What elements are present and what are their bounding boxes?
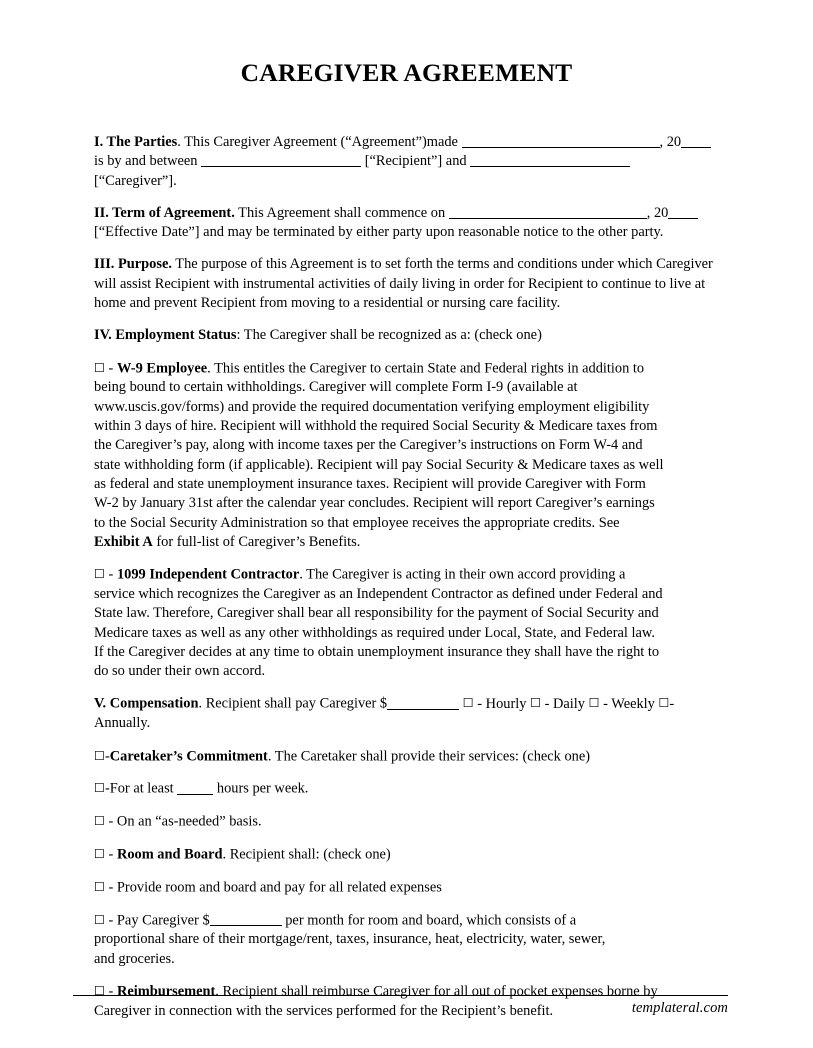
room-board-text: . Recipient shall: (check one) bbox=[222, 846, 391, 863]
option-1099-label: 1099 Independent Contractor bbox=[116, 566, 300, 583]
checkbox-as-needed[interactable]: ☐ bbox=[94, 814, 105, 829]
checkbox-hours-per-week[interactable]: ☐ bbox=[94, 781, 105, 796]
label-annually: Annually. bbox=[94, 715, 151, 732]
parties-caregiver-blank[interactable] bbox=[470, 154, 630, 167]
pay-monthly-text-a: - Pay Caregiver $ bbox=[104, 912, 210, 928]
section-parties-heading: I. The Parties bbox=[94, 134, 178, 150]
provide-room-text: - Provide room and board and pay for all related expenses bbox=[104, 879, 442, 896]
option-w9-text: . This entitles the Caregiver to certain State and Federal rights in addition to being bound to certain withholdings. Caregiver will complete Form I-9 (available at www.uscis.gov/forms) and provide the required documentation verifying employment eligibility within 3 days of hire. Recipient will withhold the required Social Security & Medicare taxes from the Caregiver’s pay, along with income taxes per the Caregiver’s instructions on Form W-4 and state withholding form (if applicable). Recipient will pay Social Security & Medicare taxes as well as federal and state unemployment insurance taxes. Recipient will provide Caregiver with Form W-2 by January 31st after the calendar year concludes. Recipient will report Caregiver’s earnings to the Social Security Administration so that employee receives the appropriate credits. See bbox=[94, 360, 664, 531]
option-w9-text-tail: for full-list of Caregiver’s Benefits. bbox=[152, 533, 361, 550]
option-room-and-board bbox=[94, 845, 664, 865]
compensation-amount-blank[interactable] bbox=[387, 697, 459, 710]
footer-divider bbox=[73, 995, 728, 996]
pay-monthly-text-b: per month for room and board, which consists of a proportional share of their mortgage/rent, taxes, insurance, heat, electricity, water, sewer, and groceries. bbox=[94, 912, 606, 967]
parties-recipient-blank[interactable] bbox=[201, 154, 361, 167]
option-w9-employee bbox=[94, 359, 664, 552]
option-caretakers-commitment bbox=[94, 747, 664, 767]
reimbursement-label: Reimbursement bbox=[116, 983, 216, 1000]
option-w9-exhibit-a: Exhibit A bbox=[94, 533, 153, 550]
reimbursement-dash: - bbox=[104, 983, 117, 1000]
checkbox-annually[interactable]: ☐ bbox=[658, 696, 670, 711]
section-employment-status-heading: IV. Employment Status bbox=[94, 327, 237, 344]
parties-year-blank[interactable] bbox=[681, 135, 711, 148]
term-date-blank[interactable] bbox=[449, 206, 647, 219]
hours-text-b: hours per week. bbox=[213, 780, 309, 797]
checkbox-pay-caregiver-monthly[interactable]: ☐ bbox=[94, 912, 105, 927]
commitment-dash: - bbox=[104, 748, 110, 765]
section-parties-text-c: is by and between bbox=[94, 153, 202, 170]
commitment-label: Caretaker’s Commitment bbox=[109, 748, 268, 765]
section-term-heading: II. Term of Agreement. bbox=[94, 204, 235, 221]
section-term-text-b: , 20 bbox=[646, 204, 669, 221]
commitment-text: . The Caretaker shall provide their services: (check one) bbox=[267, 748, 591, 765]
footer-site-label: templateral.com bbox=[631, 1000, 728, 1016]
section-term-text-a: This Agreement shall commence on bbox=[234, 204, 449, 221]
section-parties-text-a: . This Caregiver Agreement (“Agreement”)made bbox=[177, 134, 462, 150]
checkbox-weekly[interactable]: ☐ bbox=[588, 696, 600, 711]
checkbox-1099-contractor[interactable]: ☐ bbox=[94, 567, 105, 582]
label-annually-dash: - bbox=[669, 695, 675, 712]
hours-per-week-blank[interactable] bbox=[177, 782, 213, 795]
parties-date-blank[interactable] bbox=[462, 135, 660, 148]
option-as-needed bbox=[94, 812, 614, 832]
option-1099-contractor bbox=[94, 565, 664, 681]
section-term-text-c: [“Effective Date”] and may be terminated by either party upon reasonable notice to the other party. bbox=[94, 224, 664, 241]
monthly-amount-blank[interactable] bbox=[210, 913, 282, 926]
term-year-blank[interactable] bbox=[668, 206, 698, 219]
room-board-label: Room and Board bbox=[116, 846, 223, 863]
option-provide-room-and-board bbox=[94, 878, 614, 898]
checkbox-caretakers-commitment[interactable]: ☐ bbox=[94, 748, 105, 763]
option-w9-label: W-9 Employee bbox=[116, 360, 208, 377]
section-compensation-text-a: . Recipient shall pay Caregiver $ bbox=[198, 695, 388, 712]
option-w9-dash: - bbox=[104, 360, 117, 377]
section-parties-text-b: , 20 bbox=[659, 134, 682, 150]
label-weekly: - Weekly bbox=[603, 695, 655, 712]
section-compensation bbox=[94, 694, 716, 733]
option-1099-text: . The Caregiver is acting in their own accord providing a service which recognizes the Caregiver as an Independent Contractor as defined under Federal and State law. Therefore, Caregiver shall bear all responsibility for the payment of Social Security and Medicare taxes as well as any other withholdings as required under Local, State, and Federal law. If the Caregiver decides at any time to obtain unemployment insurance they shall have the right to do so under their own accord. bbox=[94, 566, 663, 680]
checkbox-room-and-board[interactable]: ☐ bbox=[94, 846, 105, 861]
section-purpose-heading: III. Purpose. bbox=[94, 256, 172, 273]
section-purpose-text: The purpose of this Agreement is to set forth the terms and conditions under which Caregiver will assist Recipient with instrumental activities of daily living in order for Recipient to continue to live at home and prevent Recipient from moving to a residential or nursing care facility. bbox=[94, 256, 713, 312]
as-needed-text: - On an “as-needed” basis. bbox=[104, 813, 262, 830]
section-employment-status-text: : The Caregiver shall be recognized as a: (check one) bbox=[236, 327, 542, 344]
room-board-dash: - bbox=[104, 846, 117, 863]
checkbox-hourly[interactable]: ☐ bbox=[462, 696, 474, 711]
checkbox-daily[interactable]: ☐ bbox=[530, 696, 541, 711]
option-hours-per-week bbox=[94, 779, 614, 799]
label-hourly: - Hourly bbox=[477, 695, 527, 712]
page-title: CAREGIVER AGREEMENT bbox=[240, 58, 573, 87]
section-compensation-heading: V. Compensation bbox=[94, 695, 199, 712]
reimbursement-text: . Recipient shall reimburse Caregiver for all out of pocket expenses borne by Caregiver in connection with the services performed for the Recipient’s benefit. bbox=[94, 983, 658, 1019]
section-parties-text-d: [“Recipient”] and bbox=[361, 153, 471, 170]
label-daily: - Daily bbox=[544, 695, 585, 712]
document-body bbox=[94, 133, 716, 1034]
option-pay-caregiver-monthly bbox=[94, 911, 614, 969]
section-term bbox=[94, 204, 716, 243]
section-employment-status bbox=[94, 326, 716, 345]
checkbox-reimbursement[interactable]: ☐ bbox=[94, 983, 105, 998]
section-parties-text-e: [“Caregiver”]. bbox=[94, 172, 177, 189]
section-purpose bbox=[94, 255, 716, 313]
checkbox-provide-room-and-board[interactable]: ☐ bbox=[94, 879, 105, 894]
checkbox-w9-employee[interactable]: ☐ bbox=[94, 360, 105, 375]
hours-text-a: -For at least bbox=[104, 780, 178, 797]
section-parties bbox=[94, 133, 716, 191]
option-1099-dash: - bbox=[104, 566, 117, 583]
